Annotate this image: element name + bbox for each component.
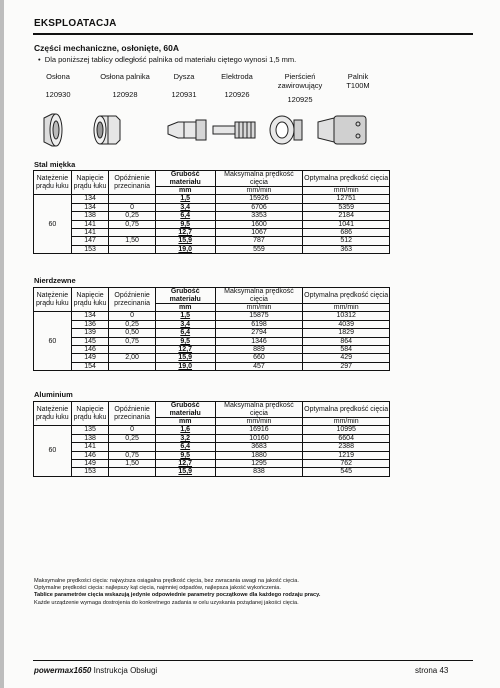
manual-name: Instrukcja Obsługi <box>93 666 158 675</box>
intro-bullet-text: Dla poniższej tablicy odległość palnika od materiału ciętego wynosi 1,5 mm. <box>44 55 297 64</box>
col-thickness: Grubość materiału <box>155 402 215 418</box>
cell: 297 <box>303 362 390 370</box>
cell: 6198 <box>215 320 303 328</box>
cell <box>109 229 156 237</box>
part-name: Elektroda <box>221 72 253 81</box>
cell <box>109 195 156 203</box>
col-voltage: Napięcie prądu łuku <box>71 288 109 312</box>
unit-max: mm/min <box>215 187 303 195</box>
cell <box>109 468 156 476</box>
unit-thickness: mm <box>155 418 215 426</box>
cell: 545 <box>303 468 390 476</box>
cell: 134 <box>71 195 109 203</box>
cell: 429 <box>303 354 390 362</box>
cell: 10312 <box>303 312 390 320</box>
part-name: Pierścień zawirowujący <box>277 72 323 90</box>
cell: 2794 <box>215 329 303 337</box>
nozzle-drawing <box>168 120 206 140</box>
cell: 10160 <box>215 434 303 442</box>
cell: 9,5 <box>155 337 215 345</box>
col-voltage: Napięcie prądu łuku <box>71 402 109 426</box>
retaining-cap-drawing <box>94 116 120 144</box>
cell: 864 <box>303 337 390 345</box>
section-title: Stal miękka <box>34 160 76 169</box>
cell: 1295 <box>215 460 303 468</box>
unit-opt: mm/min <box>303 304 390 312</box>
cell: 19,0 <box>155 245 215 253</box>
note-line: Tablice parametrów cięcia wskazują jedynie odpowiednie parametry początkowe dla każdego rodzaju pracy. <box>34 592 321 599</box>
cell: 4039 <box>303 320 390 328</box>
cut-chart-table <box>33 401 390 477</box>
col-voltage: Napięcie prądu łuku <box>71 171 109 195</box>
part-number: 120931 <box>171 90 197 99</box>
cell: 146 <box>71 346 109 354</box>
cell: 135 <box>71 426 109 434</box>
cell: 0,25 <box>109 320 156 328</box>
cell: 0 <box>109 312 156 320</box>
cell: 153 <box>71 468 109 476</box>
part-number: 120926 <box>224 90 250 99</box>
header-rule <box>33 33 473 35</box>
unit-opt: mm/min <box>303 418 390 426</box>
col-current: Natężenie prądu łuku <box>34 288 72 312</box>
cell: 660 <box>215 354 303 362</box>
cell: 1,5 <box>155 312 215 320</box>
cell: 141 <box>71 229 109 237</box>
cell: 154 <box>71 362 109 370</box>
page-number: strona 43 <box>415 666 449 675</box>
cell: 1,6 <box>155 426 215 434</box>
cell: 1,50 <box>109 460 156 468</box>
cell: 1829 <box>303 329 390 337</box>
col-current: Natężenie prądu łuku <box>34 402 72 426</box>
cell: 12,7 <box>155 346 215 354</box>
col-current: Natężenie prądu łuku <box>34 171 72 195</box>
cell: 1041 <box>303 220 390 228</box>
col-delay: Opóźnienie przecinania <box>109 288 156 312</box>
cell: 559 <box>215 245 303 253</box>
cell <box>109 245 156 253</box>
scan-edge <box>0 0 4 688</box>
cell: 0,75 <box>109 337 156 345</box>
cell: 0 <box>109 426 156 434</box>
cell: 138 <box>71 434 109 442</box>
current-value: 60 <box>34 312 72 371</box>
cell: 12,7 <box>155 229 215 237</box>
col-max-speed: Maksymalna prędkość cięcia <box>215 171 303 187</box>
col-delay: Opóźnienie przecinania <box>109 402 156 426</box>
col-max-speed: Maksymalna prędkość cięcia <box>215 288 303 304</box>
footer-title <box>34 666 157 675</box>
col-delay: Opóźnienie przecinania <box>109 171 156 195</box>
cell: 15,9 <box>155 354 215 362</box>
cell: 153 <box>71 245 109 253</box>
cell: 149 <box>71 460 109 468</box>
cell: 12,7 <box>155 460 215 468</box>
note-line: Każde urządzenie wymaga dostrojenia do konkretnego zadania w celu uzyskania pożądanej jakości cięcia. <box>34 599 299 606</box>
cell: 3,4 <box>155 203 215 211</box>
cell: 134 <box>71 203 109 211</box>
cell <box>109 346 156 354</box>
cell: 3,4 <box>155 320 215 328</box>
current-value: 60 <box>34 195 72 254</box>
cell: 5359 <box>303 203 390 211</box>
col-thickness: Grubość materiału <box>155 288 215 304</box>
electrode-drawing <box>213 122 255 138</box>
unit-max: mm/min <box>215 304 303 312</box>
col-opt-speed: Optymalna prędkość cięcia <box>303 171 390 187</box>
cell: 889 <box>215 346 303 354</box>
cell: 363 <box>303 245 390 253</box>
footnotes <box>34 578 474 607</box>
consumables-illustration <box>38 110 373 150</box>
unit-max: mm/min <box>215 418 303 426</box>
cell: 3353 <box>215 212 303 220</box>
cell: 838 <box>215 468 303 476</box>
cell: 9,5 <box>155 451 215 459</box>
cell: 15,9 <box>155 237 215 245</box>
current-value: 60 <box>34 426 72 476</box>
cell: 1600 <box>215 220 303 228</box>
part-number: 120930 <box>45 90 71 99</box>
note-line: Optymalne prędkości cięcia: najlepszy kąt cięcia, najmniej odpadów, najlepsza jakość wykończenia. <box>34 585 281 592</box>
cell: 145 <box>71 337 109 345</box>
part-name: Osłona palnika <box>100 72 150 81</box>
section-title: Aluminium <box>34 390 73 399</box>
note-line: Maksymalne prędkości cięcia: najwyższa osiągalna prędkość cięcia, bez zwracania uwagi na jakość cięcia. <box>34 578 299 584</box>
col-max-speed: Maksymalna prędkość cięcia <box>215 402 303 418</box>
cell: 686 <box>303 229 390 237</box>
cell: 584 <box>303 346 390 354</box>
cell: 0,75 <box>109 451 156 459</box>
part-name: Dysza <box>173 72 195 81</box>
cell: 141 <box>71 220 109 228</box>
unit-opt: mm/min <box>303 187 390 195</box>
cell: 0 <box>109 203 156 211</box>
cell: 9,5 <box>155 220 215 228</box>
part-name: Palnik T100M <box>346 72 370 90</box>
part-number: 120928 <box>112 90 138 99</box>
col-opt-speed: Optymalna prędkość cięcia <box>303 402 390 418</box>
cell: 1067 <box>215 229 303 237</box>
cell: 512 <box>303 237 390 245</box>
cell: 787 <box>215 237 303 245</box>
cell: 10995 <box>303 426 390 434</box>
cell: 1219 <box>303 451 390 459</box>
part-number: 120925 <box>287 95 313 104</box>
product-name: powermax1650 <box>34 666 92 675</box>
cell: 134 <box>71 312 109 320</box>
cut-chart-table <box>33 170 390 254</box>
cell: 6706 <box>215 203 303 211</box>
cut-chart-table <box>33 287 390 371</box>
cell: 3683 <box>215 443 303 451</box>
cell: 12751 <box>303 195 390 203</box>
unit-thickness: mm <box>155 304 215 312</box>
footer-rule <box>33 660 473 661</box>
cell: 1,50 <box>109 237 156 245</box>
cell <box>109 362 156 370</box>
cell: 16916 <box>215 426 303 434</box>
cell: 457 <box>215 362 303 370</box>
section-title: Nierdzewne <box>34 276 76 285</box>
part-name: Osłona <box>46 72 70 81</box>
shield-drawing <box>44 114 62 146</box>
swirl-ring-drawing <box>270 116 302 144</box>
cell: 0,25 <box>109 212 156 220</box>
cell: 6604 <box>303 434 390 442</box>
cell: 3,2 <box>155 434 215 442</box>
intro-bullet: • Dla poniższej tablicy odległość palnika od materiału ciętego wynosi 1,5 mm. <box>38 55 297 64</box>
cell: 146 <box>71 451 109 459</box>
cell: 6,4 <box>155 212 215 220</box>
cell: 1,5 <box>155 195 215 203</box>
cell: 19,0 <box>155 362 215 370</box>
cell: 139 <box>71 329 109 337</box>
cell: 15926 <box>215 195 303 203</box>
col-opt-speed: Optymalna prędkość cięcia <box>303 288 390 304</box>
torch-drawing <box>318 116 366 144</box>
cell: 1880 <box>215 451 303 459</box>
cell: 2184 <box>303 212 390 220</box>
cell: 138 <box>71 212 109 220</box>
unit-thickness: mm <box>155 187 215 195</box>
cell: 2388 <box>303 443 390 451</box>
section-header: EKSPLOATACJA <box>34 18 117 29</box>
cell: 136 <box>71 320 109 328</box>
cell: 141 <box>71 443 109 451</box>
cell: 1346 <box>215 337 303 345</box>
cell: 0,50 <box>109 329 156 337</box>
cell: 762 <box>303 460 390 468</box>
col-thickness: Grubość materiału <box>155 171 215 187</box>
cell: 0,25 <box>109 434 156 442</box>
cell: 147 <box>71 237 109 245</box>
cell: 149 <box>71 354 109 362</box>
cell: 6,4 <box>155 443 215 451</box>
cell: 15875 <box>215 312 303 320</box>
cell: 15,9 <box>155 468 215 476</box>
cell: 0,75 <box>109 220 156 228</box>
parts-title: Części mechaniczne, osłonięte, 60A <box>34 43 180 53</box>
cell: 2,00 <box>109 354 156 362</box>
cell: 6,4 <box>155 329 215 337</box>
cell <box>109 443 156 451</box>
